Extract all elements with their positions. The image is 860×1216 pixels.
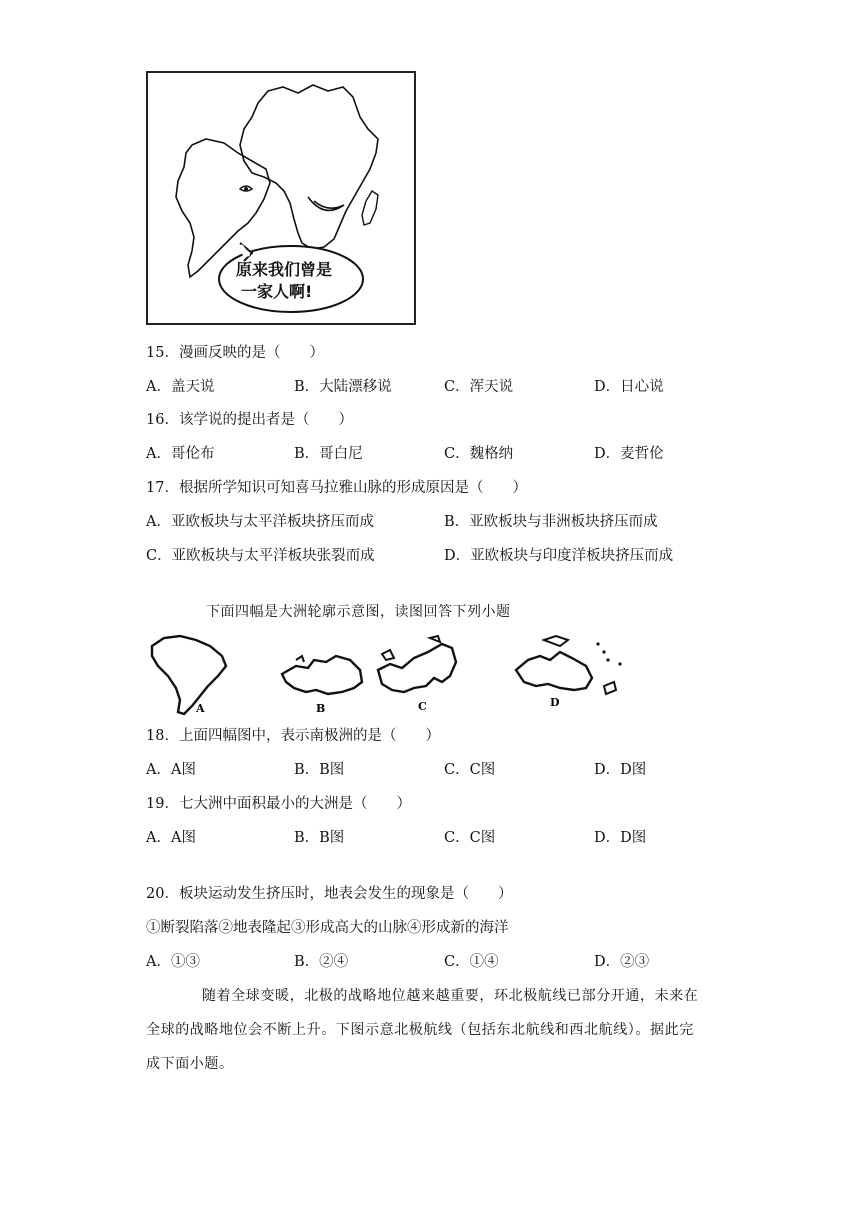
smile-mark: [308, 197, 344, 210]
q15-option-d: D．日心说: [594, 379, 664, 395]
map-label-a: A: [196, 702, 205, 715]
continent-outlines: [146, 630, 646, 720]
question-15-stem: 15．漫画反映的是（ ）: [146, 345, 324, 361]
q19-option-a: A．A图: [146, 830, 196, 846]
antarctica-map: [282, 656, 362, 694]
q18-option-a: A．A图: [146, 762, 196, 778]
australia-map: [516, 652, 592, 690]
q16-option-a: A．哥伦布: [146, 446, 215, 462]
q16-option-c: C．魏格纳: [444, 446, 514, 462]
continental-drift-cartoon: [146, 71, 416, 325]
q19-option-d: D．D图: [594, 830, 647, 846]
q18-option-d: D．D图: [594, 762, 647, 778]
question-17-stem: 17．根据所学知识可知喜马拉雅山脉的形成原因是（ ）: [146, 480, 527, 496]
bubble-line-2: 一家人啊!: [241, 282, 313, 301]
bubble-line-1: 原来我们曾是: [236, 260, 333, 279]
q15-option-c: C．浑天说: [444, 379, 514, 395]
q15-option-b: B．大陆漂移说: [294, 379, 392, 395]
q17-option-d: D．亚欧板块与印度洋板块挤压而成: [444, 548, 674, 564]
map-label-d: D: [550, 696, 560, 709]
q17-option-a: A．亚欧板块与太平洋板块挤压而成: [146, 514, 374, 530]
q17-option-c: C．亚欧板块与太平洋板块张裂而成: [146, 548, 375, 564]
q20-option-d: D．②③: [594, 954, 650, 970]
q18-option-c: C．C图: [444, 762, 496, 778]
q16-option-b: B．哥白尼: [294, 446, 363, 462]
q20-option-b: B．②④: [294, 954, 349, 970]
arctic-paragraph-line-3: 成下面小题。: [146, 1056, 234, 1072]
arctic-paragraph-line-1: 随着全球变暖，北极的战略地位越来越重要，环北极航线已部分开通，未来在: [202, 988, 699, 1004]
q16-option-d: D．麦哲伦: [594, 446, 664, 462]
q20-option-c: C．①④: [444, 954, 499, 970]
arctic-paragraph-line-2: 全球的战略地位会不断上升。下图示意北极航线（包括东北航线和西北航线）。据此完: [146, 1022, 694, 1038]
question-16-stem: 16．该学说的提出者是（ ）: [146, 412, 353, 428]
question-19-stem: 19．七大洲中面积最小的大洲是（ ）: [146, 796, 411, 812]
question-20-stem: 20．板块运动发生挤压时，地表会发生的现象是（ ）: [146, 886, 513, 902]
map-label-c: C: [418, 700, 427, 713]
q19-option-b: B．B图: [294, 830, 345, 846]
south-america-map: [152, 636, 226, 714]
continents-intro: 下面四幅是大洲轮廓示意图，读图回答下列小题: [206, 604, 511, 620]
madagascar-outline: [362, 191, 378, 225]
q17-option-b: B．亚欧板块与非洲板块挤压而成: [444, 514, 658, 530]
q19-option-c: C．C图: [444, 830, 496, 846]
q20-option-a: A．①③: [146, 954, 200, 970]
africa-outline: [240, 85, 378, 249]
map-label-b: B: [316, 702, 326, 715]
question-20-statement: ①断裂陷落②地表隆起③形成高大的山脉④形成新的海洋: [146, 920, 509, 936]
q18-option-b: B．B图: [294, 762, 345, 778]
q15-option-a: A．盖天说: [146, 379, 215, 395]
question-18-stem: 18．上面四幅图中，表示南极洲的是（ ）: [146, 728, 440, 744]
